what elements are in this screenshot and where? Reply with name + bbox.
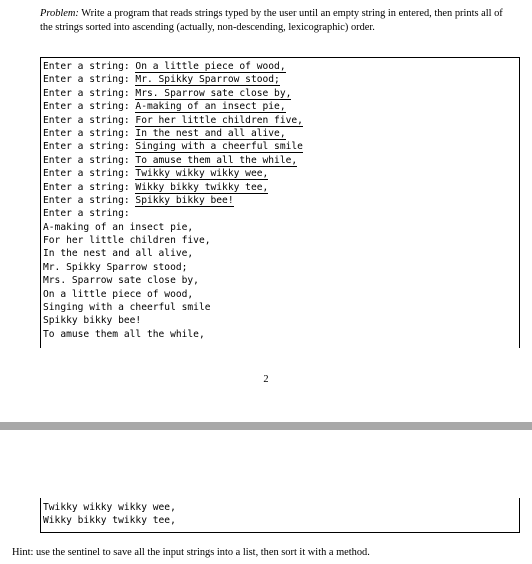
problem-label: Problem: bbox=[40, 8, 79, 19]
page-divider bbox=[0, 422, 532, 430]
console-input-line bbox=[41, 114, 519, 127]
console-input-line bbox=[41, 60, 519, 73]
console-user-input: For her little children five, bbox=[135, 114, 303, 126]
console-output-box-continued bbox=[40, 498, 520, 533]
console-prompt: Enter a string: bbox=[43, 87, 136, 99]
console-lines bbox=[41, 58, 519, 341]
page-number: 2 bbox=[263, 374, 269, 385]
console-user-input: Singing with a cheerful smile bbox=[135, 141, 303, 153]
console-output-line: To amuse them all the while, bbox=[43, 328, 205, 340]
console-input-line bbox=[41, 100, 519, 113]
console-user-input: In the nest and all alive, bbox=[135, 127, 286, 139]
console-prompt: Enter a string: bbox=[43, 181, 136, 193]
console-prompt: Enter a string: bbox=[43, 168, 136, 180]
console-input-line bbox=[41, 140, 519, 153]
console-prompt: Enter a string: bbox=[43, 74, 136, 86]
console-input-line bbox=[41, 194, 519, 207]
console-prompt: Enter a string: bbox=[43, 101, 136, 113]
console-output-line: Wikky bikky twikky tee, bbox=[43, 515, 176, 527]
console-output-line: A-making of an insect pie, bbox=[43, 221, 194, 233]
console-user-input: To amuse them all the while, bbox=[135, 154, 298, 166]
console-lines-continued bbox=[41, 498, 519, 528]
console-user-input: Wikky bikky twikky tee, bbox=[135, 181, 269, 193]
console-prompt: Enter a string: bbox=[43, 61, 136, 72]
console-prompt: Enter a string: bbox=[43, 141, 136, 153]
console-input-line bbox=[41, 87, 519, 100]
console-input-line bbox=[41, 181, 519, 194]
console-input-line bbox=[41, 127, 519, 140]
console-prompt: Enter a string: bbox=[43, 127, 136, 139]
console-user-input: Twikky wikky wikky wee, bbox=[135, 168, 269, 180]
console-prompt: Enter a string: bbox=[43, 154, 136, 166]
console-prompt: Enter a string: bbox=[43, 114, 136, 126]
console-user-input: Mr. Spikky Sparrow stood; bbox=[135, 74, 280, 86]
console-output-box bbox=[40, 57, 520, 348]
hint-text: Hint: use the sentinel to save all the input strings into a list, then sort it with a method. bbox=[12, 547, 370, 558]
console-input-line bbox=[41, 154, 519, 167]
console-output-line: Spikky bikky bee! bbox=[43, 315, 142, 327]
console-user-input: A-making of an insect pie, bbox=[135, 101, 286, 113]
page-bottom bbox=[0, 430, 532, 564]
console-output-line: For her little children five, bbox=[43, 235, 211, 247]
console-user-input: Spikky bikky bee! bbox=[135, 194, 234, 206]
console-prompt: Enter a string: bbox=[43, 194, 136, 206]
console-output-line: Twikky wikky wikky wee, bbox=[43, 502, 176, 513]
console-output-line: Mr. Spikky Sparrow stood; bbox=[43, 261, 188, 273]
console-input-line bbox=[41, 73, 519, 86]
console-output-line: Mrs. Sparrow sate close by, bbox=[43, 275, 199, 287]
console-user-input: Mrs. Sparrow sate close by, bbox=[135, 87, 292, 99]
console-output-line: Singing with a cheerful smile bbox=[43, 302, 211, 314]
console-output-line: In the nest and all alive, bbox=[43, 248, 194, 260]
console-input-line bbox=[41, 167, 519, 180]
console-user-input: On a little piece of wood, bbox=[135, 61, 286, 72]
problem-statement bbox=[40, 7, 510, 34]
problem-text: Write a program that reads strings typed by the user until an empty string in entered, then prints all of the strings sorted into ascending (actually, non-descending, lexicographic) order. bbox=[40, 8, 503, 33]
console-output-line: On a little piece of wood, bbox=[43, 288, 194, 300]
console-final-prompt: Enter a string: bbox=[43, 208, 130, 220]
